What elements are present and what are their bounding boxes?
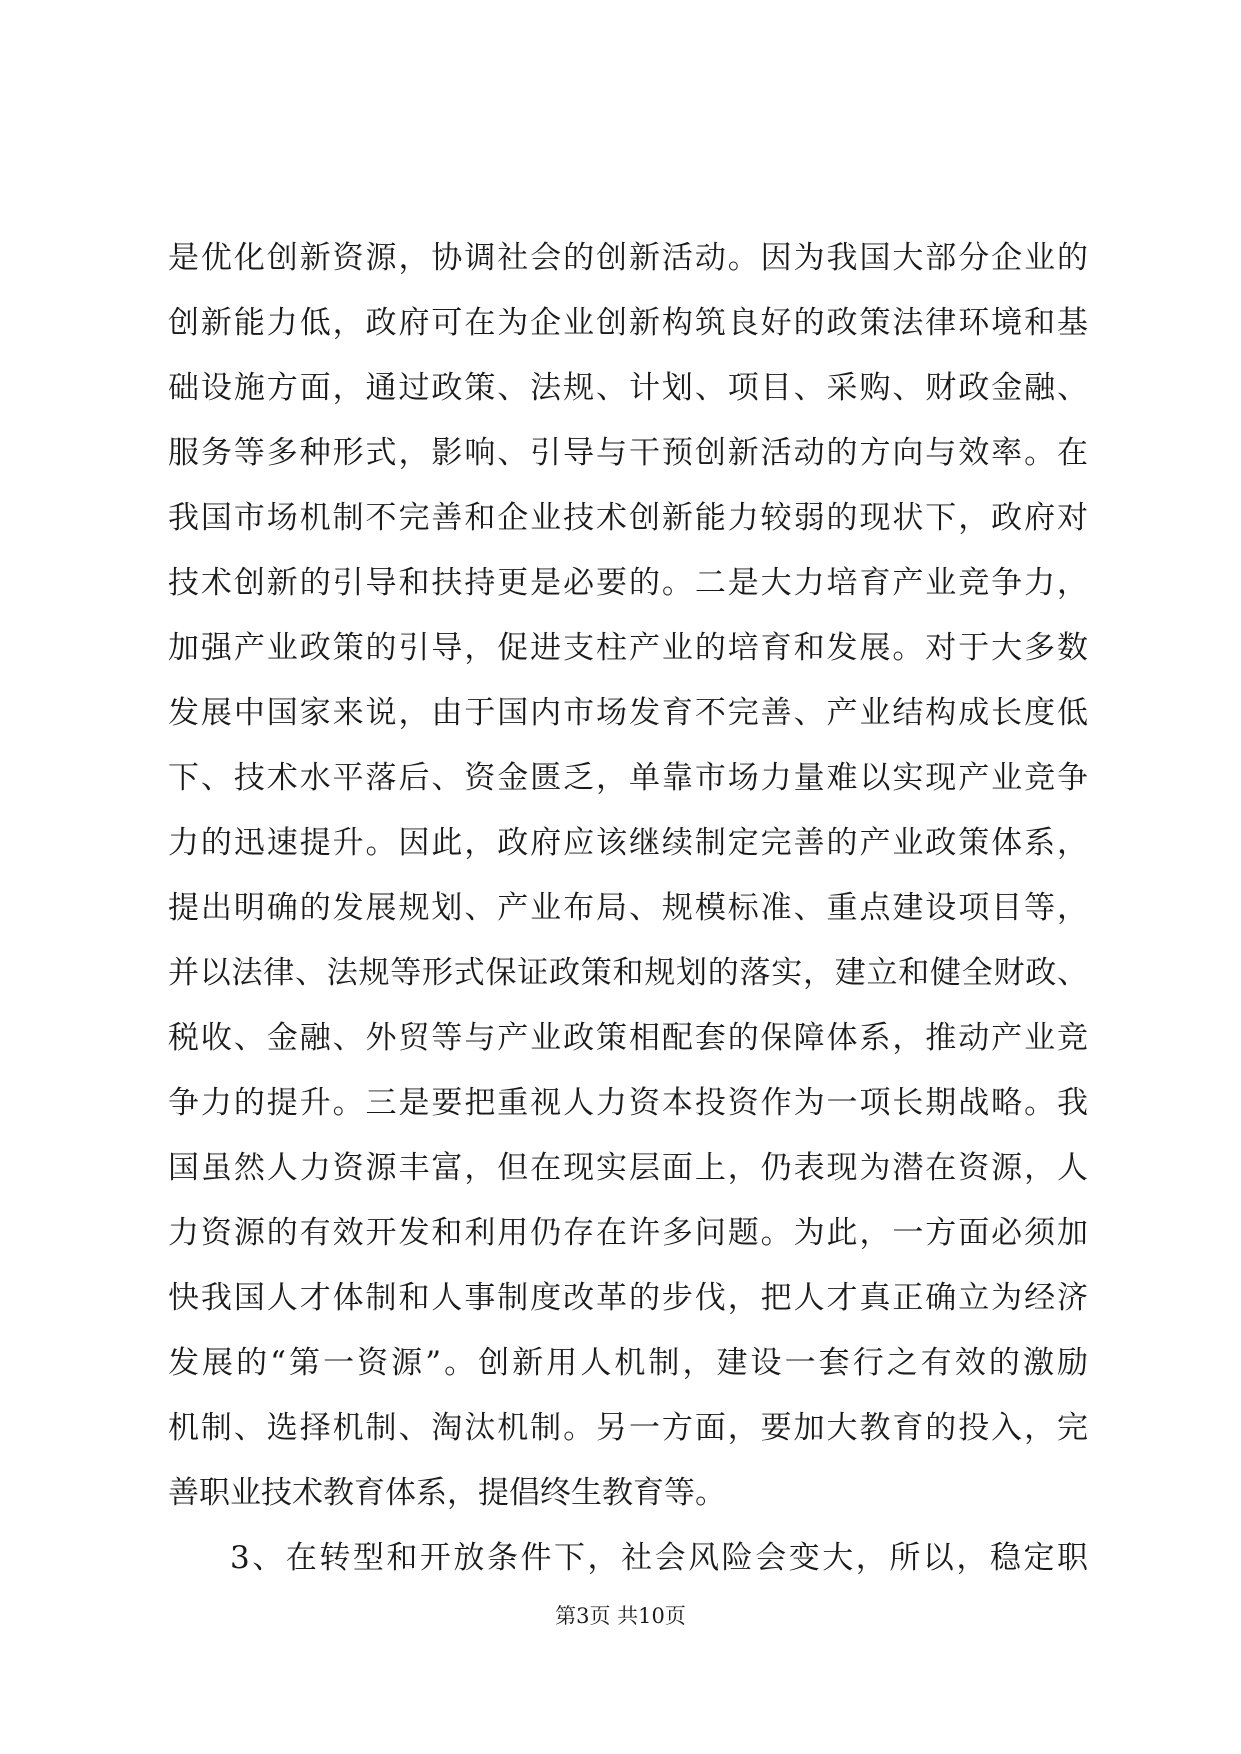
paragraph — [168, 1526, 1088, 1591]
text-line: 国虽然人力资源丰富，但在现实层面上，仍表现为潜在资源，人 — [168, 1150, 1088, 1186]
text-line: 并以法律、法规等形式保证政策和规划的落实，建立和健全财政、 — [168, 955, 1088, 991]
text-line: 快我国人才体制和人事制度改革的步伐，把人才真正确立为经济 — [168, 1280, 1088, 1316]
text-line: 我国市场机制不完善和企业技术创新能力较弱的现状下，政府对 — [168, 500, 1088, 536]
text-line: 服务等多种形式，影响、引导与干预创新活动的方向与效率。在 — [168, 435, 1088, 471]
text-line: 发展中国家来说，由于国内市场发育不完善、产业结构成长度低 — [168, 695, 1088, 731]
body-text — [168, 226, 1088, 1591]
text-line: 发展的“第一资源”。创新用人机制，建设一套行之有效的激励 — [168, 1345, 1088, 1381]
text-line: 是优化创新资源，协调社会的创新活动。因为我国大部分企业的 — [168, 240, 1088, 276]
text-line: 税收、金融、外贸等与产业政策相配套的保障体系，推动产业竞 — [168, 1020, 1088, 1056]
text-line: 提出明确的发展规划、产业布局、规模标准、重点建设项目等， — [168, 890, 1088, 926]
text-line: 技术创新的引导和扶持更是必要的。二是大力培育产业竞争力， — [168, 565, 1088, 601]
text-line: 加强产业政策的引导，促进支柱产业的培育和发展。对于大多数 — [168, 630, 1088, 666]
text-line: 下、技术水平落后、资金匮乏，单靠市场力量难以实现产业竞争 — [168, 760, 1088, 796]
text-line: 力的迅速提升。因此，政府应该继续制定完善的产业政策体系， — [168, 825, 1088, 861]
text-line: 机制、选择机制、淘汰机制。另一方面，要加大教育的投入，完 — [168, 1410, 1088, 1446]
text-line: 争力的提升。三是要把重视人力资本投资作为一项长期战略。我 — [168, 1085, 1088, 1121]
text-line: 力资源的有效开发和利用仍存在许多问题。为此，一方面必须加 — [168, 1215, 1088, 1251]
text-line: 3、在转型和开放条件下，社会风险会变大，所以，稳定职 — [230, 1540, 1088, 1576]
text-line: 善职业技术教育体系，提倡终生教育等。 — [168, 1475, 726, 1511]
page-footer: 第3页 共10页 — [555, 1604, 686, 1628]
paragraph — [168, 226, 1088, 1526]
text-line: 础设施方面，通过政策、法规、计划、项目、采购、财政金融、 — [168, 370, 1088, 406]
text-line: 创新能力低，政府可在为企业创新构筑良好的政策法律环境和基 — [168, 305, 1088, 341]
